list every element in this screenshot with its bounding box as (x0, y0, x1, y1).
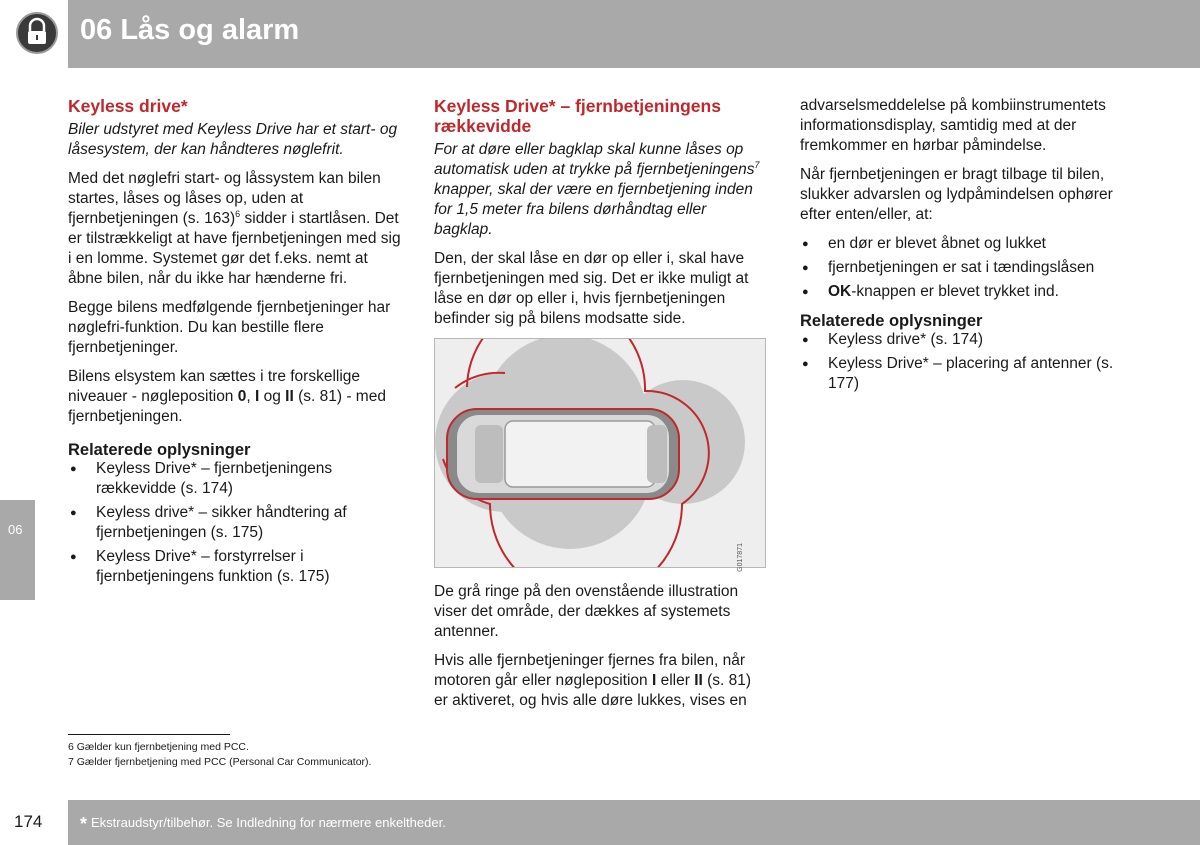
chapter-side-tab (0, 500, 35, 600)
page-number: 174 (14, 812, 43, 831)
footnote-ref[interactable]: 6 (235, 208, 241, 219)
page-footer (0, 800, 1200, 845)
related-link[interactable]: ● Keyless drive* (s. 174) (800, 330, 1135, 350)
chapter-side-tab-label: 06 (8, 522, 23, 537)
page-number-box (0, 800, 68, 845)
related-info-heading: Relaterede oplysninger (800, 312, 983, 330)
paragraph: De grå ringe på den ovenstående illustration viser det område, der dækkes af systemets antenner. (434, 583, 739, 640)
range-illustration (434, 338, 766, 572)
paragraph: Når fjernbetjeningen er bragt tilbage til bilen, slukker advarslen og lydpåmindelsen ophører efter enten/eller, at: (800, 166, 1113, 223)
paragraph: Hvis alle fjernbetjeninger fjernes fra bilen, når motoren går eller nøgleposition I eller II (s. 81) er aktiveret, og hvis alle døre lukkes, vises en (434, 652, 752, 709)
paragraph: advarselsmeddelelse på kombiinstrumentets informationsdisplay, samtidig med at der fremkommer en hørbar påmindelse. (800, 97, 1106, 154)
column-3 (800, 96, 1135, 402)
condition-item: ● fjernbetjeningen er sat i tændingslåsen (800, 258, 1135, 278)
lock-icon (16, 12, 58, 54)
paragraph: Bilens elsystem kan sættes i tre forskellige niveauer - nøgleposition 0, I og II (s. 81) - med fjernbetjeningen. (68, 368, 386, 425)
related-link[interactable]: ● Keyless drive* – sikker håndtering af fjernbetjeningen (s. 175) (68, 503, 403, 543)
footnote-divider (68, 734, 230, 735)
asterisk: * (80, 814, 88, 834)
chapter-title: 06 Lås og alarm (80, 14, 300, 46)
section-heading-keyless-drive: Keyless drive* (68, 96, 188, 116)
related-info-list (68, 459, 403, 587)
chapter-icon-box (0, 0, 68, 68)
related-link[interactable]: ● Keyless Drive* – fjernbetjeningens rækkevidde (s. 174) (68, 459, 403, 499)
section-heading-range: Keyless Drive* – fjernbetjeningens rækkevidde (434, 96, 721, 136)
condition-list (800, 234, 1135, 302)
related-info-heading: Relaterede oplysninger (68, 441, 251, 459)
footer-note: * Ekstraudstyr/tilbehør. Se Indledning for nærmere enkeltheder. (80, 814, 446, 834)
condition-item: ● en dør er blevet åbnet og lukket (800, 234, 1135, 254)
paragraph: Den, der skal låse en dør op eller i, skal have fjernbetjeningen med sig. Det er ikke muligt at låse en dør op eller i, hvis fjernbetjeningen befinder sig på bilens modsatte side. (434, 250, 749, 327)
chapter-header (0, 0, 1200, 68)
paragraph: Begge bilens medfølgende fjernbetjeninger har nøglefri-funktion. Du kan bestille flere fjernbetjeninger. (68, 299, 391, 356)
footnote-ref[interactable]: 7 (754, 159, 760, 170)
intro-text: Biler udstyret med Keyless Drive har et start- og låsesystem, der kan håndteres nøglefrit. (68, 121, 398, 158)
car-topview (447, 409, 679, 499)
column-2 (434, 96, 769, 720)
intro-text: For at døre eller bagklap skal kunne låses op automatisk uden at trykke på fjernbetjeningens$^7$ knapper, skal der være en fjernbetjening inden for 1,5 meter fra bilens dørhåndtag eller bagklap. (434, 141, 760, 238)
paragraph: Med det nøglefri start- og låssystem kan bilen startes, låses og låses op, uden at fjernbetjeningen (s. 163)$^6$ sidder i startlåsen. Det er tilstrækkeligt at have fjernbetjeningen med sig i en lomme. Systemet gør det f.eks. nemt at åbne bilen, når du ikke har hænderne fri. (68, 170, 401, 287)
related-link[interactable]: ● Keyless Drive* – placering af antenner (s. 177) (800, 354, 1135, 394)
related-info-list (800, 330, 1135, 394)
column-1 (68, 96, 403, 595)
related-link[interactable]: ● Keyless Drive* – forstyrrelser i fjernbetjeningens funktion (s. 175) (68, 547, 403, 587)
car-range-diagram (435, 339, 765, 567)
figure-code: G017871 (737, 543, 744, 572)
condition-item: ● OK-knappen er blevet trykket ind. (800, 282, 1135, 302)
footnote: 6 Gælder kun fjernbetjening med PCC. (68, 741, 249, 753)
footnote: 7 Gælder fjernbetjening med PCC (Personal Car Communicator). (68, 756, 372, 768)
